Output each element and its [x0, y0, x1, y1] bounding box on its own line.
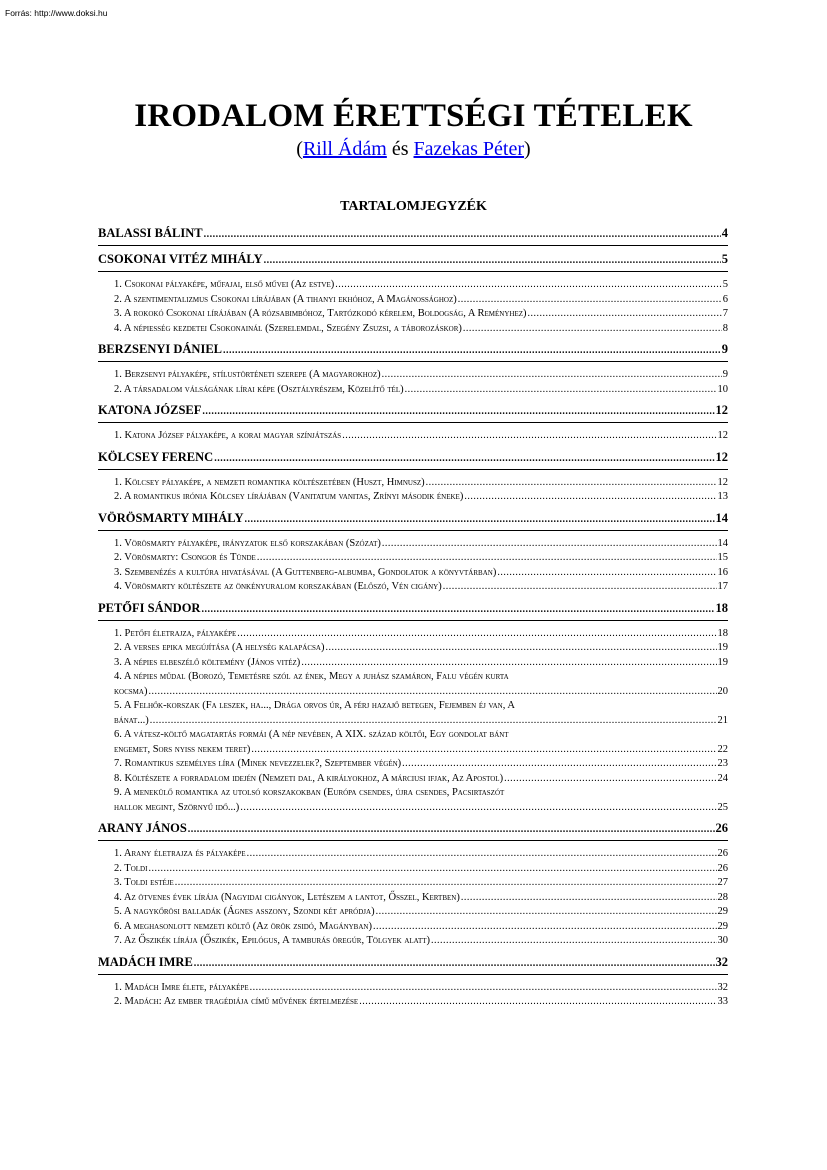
toc-entry-text: engemet, Sors nyiss nekem teret) — [114, 743, 251, 755]
toc-leader-dots — [175, 876, 717, 891]
toc-page-number: 12 — [715, 403, 728, 417]
toc-entry-text: 3. A rokokó Csokonai lírájában (A rózsabimbóhoz, Tartózkodó kérelem, Boldogság, A Reményhez) — [114, 308, 527, 319]
toc-section-heading[interactable] — [98, 450, 728, 470]
toc-section-heading[interactable] — [98, 821, 728, 841]
toc-page-number: 4 — [721, 226, 728, 240]
toc-entry[interactable] — [98, 551, 728, 566]
toc-entry-text: 8. Költészete a forradalom idején (Nemzeti dal, A királyokhoz, A márciusi ifjak, Az Apostol) — [114, 772, 504, 784]
toc-leader-dots — [342, 429, 716, 444]
toc-entry-text: 6. A meghasonlott nemzeti költő (Az örök zsidó, Magányban) — [114, 920, 372, 932]
toc-leader-dots — [461, 891, 717, 906]
source-note: Forrás: http://www.doksi.hu — [5, 8, 108, 18]
toc-page-number: 14 — [717, 537, 728, 549]
toc-leader-dots — [257, 551, 717, 566]
author-link-fazekas[interactable]: Fazekas Péter — [413, 138, 525, 160]
toc-page-number: 6 — [722, 293, 728, 305]
toc-entry[interactable] — [98, 847, 728, 862]
toc-entry[interactable] — [98, 641, 728, 656]
toc-page-number: 29 — [717, 906, 728, 917]
toc-page-number: 33 — [717, 996, 728, 1007]
toc-entry-text: 7. Az Őszikék lírája (Őszikék, Epilógus, A tamburás öregúr, Tölgyek alatt) — [114, 935, 430, 946]
toc-entry[interactable] — [98, 891, 728, 906]
toc-entry-text-line1: 5. A Felhők-korszak (Fa leszek, ha..., Drága orvos úr, A férj hazajő betegen, Fejemben éj van, A — [114, 700, 515, 711]
toc-entry-text: 1. Vörösmarty pályaképe, irányzatok első korszakában (Szózat) — [114, 537, 381, 549]
toc-page-number: 24 — [717, 772, 728, 784]
toc-leader-dots — [240, 801, 716, 816]
toc-entry[interactable] — [98, 307, 728, 322]
toc-leader-dots — [497, 566, 716, 581]
toc-entry[interactable] — [98, 566, 728, 581]
toc-leader-dots — [201, 604, 714, 615]
toc-page-number: 20 — [717, 685, 728, 697]
toc-page-number: 18 — [717, 627, 728, 639]
toc-section — [98, 450, 728, 505]
toc-leader-dots — [247, 847, 717, 862]
toc-entry-text: 1. Csokonai pályaképe, műfajai, első művei (Az estve) — [114, 279, 335, 290]
toc-entry[interactable] — [98, 757, 728, 772]
toc-entry[interactable] — [98, 580, 728, 595]
toc-leader-dots — [431, 934, 717, 949]
toc-entry[interactable] — [98, 670, 728, 699]
toc-title: TARTALOMJEGYZÉK — [340, 199, 487, 214]
toc-section-title: CSOKONAI VITÉZ MIHÁLY — [98, 252, 263, 266]
toc-entry[interactable] — [98, 981, 728, 996]
toc-entry[interactable] — [98, 490, 728, 505]
toc-section — [98, 403, 728, 444]
toc-section — [98, 252, 728, 336]
toc-leader-dots — [376, 905, 717, 920]
toc-entry[interactable] — [98, 786, 728, 815]
toc-entry[interactable] — [98, 905, 728, 920]
toc-page-number: 17 — [717, 581, 728, 592]
toc-leader-dots — [463, 322, 722, 337]
toc-leader-dots — [188, 824, 715, 835]
toc-leader-dots — [426, 476, 717, 491]
toc-page-number: 5 — [721, 252, 728, 266]
toc-page-number: 30 — [717, 935, 728, 946]
toc-leader-dots — [443, 580, 717, 595]
toc-entry-text: 2. A verses epika megújítása (A helység kalapácsa) — [114, 642, 325, 653]
toc-entry[interactable] — [98, 429, 728, 444]
toc-entry[interactable] — [98, 322, 728, 337]
toc-leader-dots — [150, 714, 717, 729]
authors-close: ) — [524, 138, 531, 160]
toc-section-heading[interactable] — [98, 511, 728, 531]
authors-and: és — [386, 138, 414, 160]
toc-section — [98, 955, 728, 1010]
toc-page-number: 16 — [717, 566, 728, 578]
toc-leader-dots — [214, 453, 714, 464]
toc-entry[interactable] — [98, 293, 728, 308]
toc-page-number: 26 — [717, 862, 728, 874]
toc-page-number: 26 — [717, 848, 728, 859]
toc-entry-text: 7. Romantikus személyes líra (Minek nevezzelek?, Szeptember végén) — [114, 758, 402, 769]
toc-section — [98, 511, 728, 595]
toc-section-title: KATONA JÓZSEF — [98, 403, 202, 417]
toc-entry[interactable] — [98, 728, 728, 757]
toc-entry[interactable] — [98, 537, 728, 552]
toc-entry-text-line1: 9. A menekülő romantika az utolsó korszakokban (Európa csendes, újra csendes, Pacsirtaszót — [114, 787, 505, 798]
toc-entry-text: 1. Petőfi életrajza, pályaképe — [114, 627, 237, 639]
toc-section — [98, 821, 728, 949]
toc-leader-dots — [335, 278, 722, 293]
toc-leader-dots — [382, 368, 722, 383]
toc-entry[interactable] — [98, 278, 728, 293]
toc-leader-dots — [325, 641, 716, 656]
toc-section-title: KÖLCSEY FERENC — [98, 449, 214, 464]
toc-page-number: 13 — [717, 491, 728, 502]
toc-leader-dots — [245, 514, 715, 525]
toc-section-heading[interactable] — [98, 601, 728, 621]
table-of-contents — [98, 224, 728, 1016]
toc-entry-text: 4. A népiesség kezdetei Csokonainál (Szerelemdal, Szegény Zsuzsi, a táborozáskor) — [114, 322, 462, 334]
toc-page-number: 15 — [717, 552, 728, 563]
toc-page-number: 22 — [717, 743, 728, 755]
toc-page-number: 8 — [722, 322, 728, 334]
toc-section — [98, 226, 728, 246]
toc-entry[interactable] — [98, 368, 728, 383]
toc-entry-text: bánat...) — [114, 714, 149, 726]
toc-page-number: 32 — [717, 981, 728, 993]
toc-entry-text: 2. A romantikus irónia Kölcsey lírájában (Vanitatum vanitas, Zrínyi második éneke) — [114, 491, 464, 502]
toc-entry[interactable] — [98, 876, 728, 891]
toc-entry[interactable] — [98, 934, 728, 949]
toc-entry-text: 1. Katona József pályaképe, a korai magyar színjátszás — [114, 430, 342, 441]
toc-page-number: 9 — [721, 342, 728, 356]
toc-section-title: MADÁCH IMRE — [98, 954, 193, 969]
toc-page-number: 12 — [717, 476, 728, 488]
toc-entry-text: 2. Vörösmarty: Csongor és Tünde — [114, 552, 256, 563]
authors-open: ( — [296, 138, 303, 160]
toc-entry-text-line1: 6. A vátesz-költő magatartás formái (A nép nevében, A XIX. század költői, Egy gondolat bánt — [114, 729, 509, 740]
toc-entry[interactable] — [98, 656, 728, 671]
toc-page-number: 7 — [722, 308, 728, 319]
toc-leader-dots — [405, 383, 717, 398]
toc-entry[interactable] — [98, 772, 728, 787]
toc-section-heading[interactable] — [98, 403, 728, 423]
toc-leader-dots — [373, 920, 717, 935]
toc-leader-dots — [528, 307, 722, 322]
toc-page-number: 19 — [717, 656, 728, 668]
toc-section — [98, 601, 728, 816]
toc-page-number: 14 — [715, 510, 728, 525]
toc-entry-text: 1. Kölcsey pályaképe, a nemzeti romantika költészetében (Huszt, Himnusz) — [114, 476, 425, 488]
toc-leader-dots — [359, 995, 716, 1010]
toc-leader-dots — [301, 656, 716, 671]
toc-entry-text: 5. A nagykőrösi balladák (Ágnes asszony, Szondi két apródja) — [114, 906, 375, 917]
toc-leader-dots — [148, 862, 716, 877]
toc-section-heading[interactable] — [98, 342, 728, 362]
toc-page-number: 29 — [717, 920, 728, 932]
toc-entry-text: kocsma) — [114, 685, 148, 697]
toc-entry[interactable] — [98, 383, 728, 398]
toc-entry-text: 3. Toldi estéje — [114, 877, 174, 888]
toc-entry-text: 2. Madách: Az ember tragédiája című művének értelmezése — [114, 996, 359, 1007]
toc-entry-text: 4. Vörösmarty költészete az önkényuralom korszakában (Előszó, Vén cigány) — [114, 581, 442, 592]
toc-section-title: BALASSI BÁLINT — [98, 226, 203, 240]
toc-section-title: PETŐFI SÁNDOR — [98, 600, 201, 615]
toc-leader-dots — [251, 743, 716, 758]
toc-leader-dots — [194, 958, 715, 969]
toc-entry-text: 2. Toldi — [114, 862, 148, 874]
toc-leader-dots — [382, 537, 717, 552]
toc-entry[interactable] — [98, 995, 728, 1010]
toc-page-number: 23 — [717, 758, 728, 769]
toc-entry[interactable] — [98, 627, 728, 642]
toc-page-number: 12 — [717, 430, 728, 441]
toc-section-title: VÖRÖSMARTY MIHÁLY — [98, 510, 244, 525]
toc-entry-text: 1. Arany életrajza és pályaképe — [114, 848, 246, 859]
toc-leader-dots — [223, 345, 721, 356]
toc-page-number: 32 — [715, 954, 728, 969]
toc-page-number: 10 — [717, 383, 728, 395]
page-title: IRODALOM ÉRETTSÉGI TÉTELEK — [134, 98, 693, 134]
toc-page-number: 21 — [717, 714, 728, 726]
toc-page-number: 5 — [722, 279, 728, 290]
toc-entry[interactable] — [98, 920, 728, 935]
author-link-rill[interactable]: Rill Ádám — [302, 138, 387, 160]
toc-entry-text: 2. A társadalom válságának lírai képe (Osztályrészem, Közelítő tél) — [114, 383, 404, 395]
toc-entry-text: 3. Szembenézés a kultúra hivatásával (A Guttenberg-albumba, Gondolatok a könyvtárban) — [114, 566, 497, 578]
toc-leader-dots — [504, 772, 716, 787]
toc-leader-dots — [458, 293, 722, 308]
toc-leader-dots — [264, 255, 721, 266]
toc-entry-text: 1. Madách Imre élete, pályaképe — [114, 981, 249, 993]
toc-page-number: 19 — [717, 642, 728, 653]
toc-leader-dots — [464, 490, 716, 505]
toc-section-heading[interactable] — [98, 252, 728, 272]
toc-section — [98, 342, 728, 397]
toc-page-number: 26 — [715, 821, 728, 835]
toc-leader-dots — [148, 685, 716, 700]
toc-leader-dots — [202, 406, 714, 417]
toc-page-number: 18 — [715, 600, 728, 615]
toc-leader-dots — [402, 757, 716, 772]
toc-entry-text: hallok megint, Szörnyű idő...) — [114, 801, 240, 813]
toc-page-number: 27 — [717, 877, 728, 888]
toc-leader-dots — [237, 627, 716, 642]
toc-entry-text: 1. Berzsenyi pályaképe, stílustörténeti szerepe (A magyarokhoz) — [114, 369, 381, 380]
toc-entry-text-line1: 4. A népies műdal (Borozó, Temetésre szól az ének, Megy a juhász szamáron, Falu végén kurta — [114, 671, 509, 682]
toc-entry[interactable] — [98, 476, 728, 491]
toc-entry-text: 2. A szentimentalizmus Csokonai lírájában (A tihanyi ekhóhoz, A Magánossághoz) — [114, 293, 457, 305]
authors-line — [0, 138, 827, 161]
toc-entry-text: 3. A népies elbeszélő költemény (János vitéz) — [114, 656, 301, 668]
toc-leader-dots — [204, 229, 721, 240]
toc-entry-text: 4. Az ötvenes évek lírája (Nagyidai cigányok, Letészem a lantot, Ősszel, Kertben) — [114, 891, 460, 903]
toc-section-title: BERZSENYI DÁNIEL — [98, 342, 222, 356]
toc-page-number: 12 — [715, 449, 728, 464]
toc-page-number: 28 — [717, 891, 728, 903]
toc-section-title: ARANY JÁNOS — [98, 821, 187, 835]
toc-page-number: 25 — [717, 801, 728, 813]
toc-entry[interactable] — [98, 862, 728, 877]
toc-leader-dots — [250, 981, 717, 996]
toc-section-heading[interactable] — [98, 226, 728, 246]
toc-entry[interactable] — [98, 699, 728, 728]
toc-section-heading[interactable] — [98, 955, 728, 975]
toc-page-number: 9 — [722, 369, 728, 380]
